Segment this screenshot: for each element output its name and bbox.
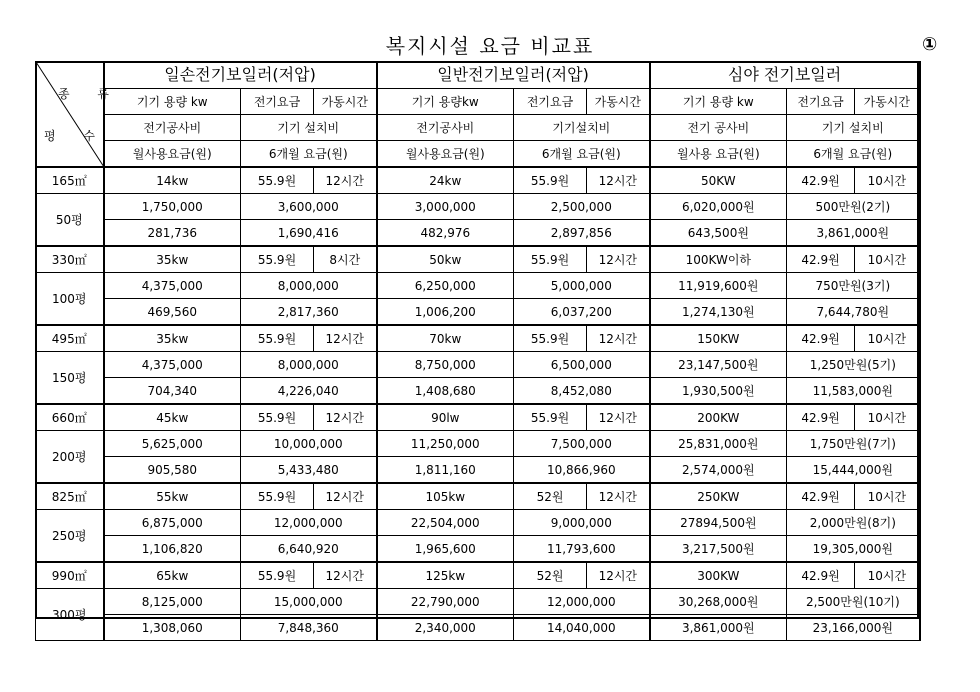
capacity-cell: 50KW — [650, 167, 787, 194]
wiring-cost-cell: 25,831,000원 — [650, 431, 787, 457]
install-cost-cell: 8,000,000 — [241, 352, 377, 378]
area-pyeong-cell: 250평 — [36, 510, 104, 563]
wiring-cost-cell: 6,875,000 — [104, 510, 241, 536]
hours-cell: 12시간 — [587, 483, 650, 510]
header-monthly-fee: 월사용요금(원) — [377, 141, 514, 168]
hours-cell: 12시간 — [587, 246, 650, 273]
header-hours: 가동시간 — [314, 89, 377, 115]
rate-cell: 55.9원 — [241, 404, 314, 431]
capacity-cell: 55kw — [104, 483, 241, 510]
header-install-cost: 기기 설치비 — [787, 115, 920, 141]
header-hours: 가동시간 — [587, 89, 650, 115]
table-row — [36, 194, 920, 220]
rate-cell: 55.9원 — [241, 167, 314, 194]
install-cost-cell: 1,250만원(5기) — [787, 352, 920, 378]
wiring-cost-cell: 3,000,000 — [377, 194, 514, 220]
wiring-cost-cell: 4,375,000 — [104, 352, 241, 378]
monthly-fee-cell: 281,736 — [104, 220, 241, 247]
page-title: 복지시설 요금 비교표 — [385, 34, 595, 58]
header-six-month-fee: 6개월 요금(원) — [787, 141, 920, 168]
table-row — [36, 431, 920, 457]
table-row — [36, 562, 920, 589]
monthly-fee-cell: 1,408,680 — [377, 378, 514, 405]
capacity-cell: 65kw — [104, 562, 241, 589]
diagonal-line — [36, 62, 104, 167]
hours-cell: 8시간 — [314, 246, 377, 273]
capacity-cell: 24kw — [377, 167, 514, 194]
install-cost-cell: 12,000,000 — [241, 510, 377, 536]
six-month-fee-cell: 2,817,360 — [241, 299, 377, 326]
monthly-fee-cell: 2,340,000 — [377, 615, 514, 641]
monthly-fee-cell: 3,861,000원 — [650, 615, 787, 641]
six-month-fee-cell: 7,644,780원 — [787, 299, 920, 326]
table-row — [36, 510, 920, 536]
rate-cell: 42.9원 — [787, 562, 855, 589]
rate-cell: 55.9원 — [514, 404, 587, 431]
install-cost-cell: 3,600,000 — [241, 194, 377, 220]
header-rate: 전기요금 — [514, 89, 587, 115]
capacity-cell: 45kw — [104, 404, 241, 431]
hours-cell: 12시간 — [314, 562, 377, 589]
header-install-cost: 기기설치비 — [514, 115, 650, 141]
wiring-cost-cell: 22,790,000 — [377, 589, 514, 615]
monthly-fee-cell: 905,580 — [104, 457, 241, 484]
rate-cell: 55.9원 — [241, 246, 314, 273]
table-row — [36, 457, 920, 484]
rate-cell: 55.9원 — [514, 167, 587, 194]
capacity-cell: 14kw — [104, 167, 241, 194]
monthly-fee-cell: 643,500원 — [650, 220, 787, 247]
monthly-fee-cell: 1,308,060 — [104, 615, 241, 641]
wiring-cost-cell: 30,268,000원 — [650, 589, 787, 615]
table-row — [36, 378, 920, 405]
header-install-cost: 기기 설치비 — [241, 115, 377, 141]
six-month-fee-cell: 11,583,000원 — [787, 378, 920, 405]
comparison-table — [35, 61, 921, 641]
hours-cell: 12시간 — [587, 167, 650, 194]
header-six-month-fee: 6개월 요금(원) — [514, 141, 650, 168]
wiring-cost-cell: 1,750,000 — [104, 194, 241, 220]
rate-cell: 42.9원 — [787, 167, 855, 194]
corner-label-type: 종 류 — [58, 87, 121, 101]
six-month-fee-cell: 4,226,040 — [241, 378, 377, 405]
table-row — [36, 273, 920, 299]
six-month-fee-cell: 2,897,856 — [514, 220, 650, 247]
header-capacity: 기기 용량 kw — [650, 89, 787, 115]
capacity-cell: 150KW — [650, 325, 787, 352]
table-row — [36, 483, 920, 510]
rate-cell: 52원 — [514, 562, 587, 589]
area-sqm-cell: 660㎡ — [36, 404, 104, 431]
install-cost-cell: 9,000,000 — [514, 510, 650, 536]
area-sqm-cell: 825㎡ — [36, 483, 104, 510]
rate-cell: 42.9원 — [787, 325, 855, 352]
monthly-fee-cell: 1,274,130원 — [650, 299, 787, 326]
monthly-fee-cell: 1,106,820 — [104, 536, 241, 563]
table-row — [36, 615, 920, 641]
table-row — [36, 167, 920, 194]
corner-header-cell — [36, 62, 121, 168]
capacity-cell: 200KW — [650, 404, 787, 431]
install-cost-cell: 500만원(2기) — [787, 194, 920, 220]
rate-cell: 52원 — [514, 483, 587, 510]
page-number-mark: ① — [922, 34, 938, 55]
capacity-cell: 90lw — [377, 404, 514, 431]
area-sqm-cell: 330㎡ — [36, 246, 104, 273]
wiring-cost-cell: 23,147,500원 — [650, 352, 787, 378]
six-month-fee-cell: 1,690,416 — [241, 220, 377, 247]
table-row — [36, 246, 920, 273]
area-pyeong-cell: 50평 — [36, 194, 104, 247]
rate-cell: 42.9원 — [787, 483, 855, 510]
monthly-fee-cell: 1,965,600 — [377, 536, 514, 563]
wiring-cost-cell: 4,375,000 — [104, 273, 241, 299]
capacity-cell: 300KW — [650, 562, 787, 589]
area-sqm-cell: 495㎡ — [36, 325, 104, 352]
rate-cell: 55.9원 — [514, 325, 587, 352]
monthly-fee-cell: 2,574,000원 — [650, 457, 787, 484]
hours-cell: 10시간 — [855, 483, 920, 510]
six-month-fee-cell: 5,433,480 — [241, 457, 377, 484]
area-pyeong-cell: 100평 — [36, 273, 104, 326]
header-wiring-cost: 전기 공사비 — [650, 115, 787, 141]
area-sqm-cell: 990㎡ — [36, 562, 104, 589]
wiring-cost-cell: 5,625,000 — [104, 431, 241, 457]
corner-label-area: 평 수 — [44, 129, 107, 143]
capacity-cell: 100KW이하 — [650, 246, 787, 273]
table-row — [36, 404, 920, 431]
six-month-fee-cell: 19,305,000원 — [787, 536, 920, 563]
monthly-fee-cell: 1,811,160 — [377, 457, 514, 484]
rate-cell: 55.9원 — [241, 562, 314, 589]
table-row — [36, 589, 920, 615]
capacity-cell: 35kw — [104, 246, 241, 273]
header-capacity: 기기 용량 kw — [104, 89, 241, 115]
area-pyeong-cell: 200평 — [36, 431, 104, 484]
six-month-fee-cell: 10,866,960 — [514, 457, 650, 484]
install-cost-cell: 8,000,000 — [241, 273, 377, 299]
hours-cell: 10시간 — [855, 404, 920, 431]
six-month-fee-cell: 8,452,080 — [514, 378, 650, 405]
table-row — [36, 352, 920, 378]
hours-cell: 12시간 — [587, 325, 650, 352]
table-row — [36, 325, 920, 352]
wiring-cost-cell: 6,020,000원 — [650, 194, 787, 220]
monthly-fee-cell: 1,930,500원 — [650, 378, 787, 405]
capacity-cell: 35kw — [104, 325, 241, 352]
rate-cell: 55.9원 — [241, 483, 314, 510]
monthly-fee-cell: 3,217,500원 — [650, 536, 787, 563]
six-month-fee-cell: 23,166,000원 — [787, 615, 920, 641]
hours-cell: 12시간 — [314, 167, 377, 194]
capacity-cell: 70kw — [377, 325, 514, 352]
wiring-cost-cell: 6,250,000 — [377, 273, 514, 299]
install-cost-cell: 1,750만원(7기) — [787, 431, 920, 457]
hours-cell: 12시간 — [314, 483, 377, 510]
install-cost-cell: 12,000,000 — [514, 589, 650, 615]
install-cost-cell: 15,000,000 — [241, 589, 377, 615]
system-header-3: 심야 전기보일러 — [650, 62, 920, 89]
hours-cell: 10시간 — [855, 246, 920, 273]
table-row — [36, 299, 920, 326]
header-hours: 가동시간 — [855, 89, 920, 115]
header-wiring-cost: 전기공사비 — [104, 115, 241, 141]
install-cost-cell: 10,000,000 — [241, 431, 377, 457]
capacity-cell: 125kw — [377, 562, 514, 589]
install-cost-cell: 750만원(3기) — [787, 273, 920, 299]
header-six-month-fee: 6개월 요금(원) — [241, 141, 377, 168]
hours-cell: 12시간 — [314, 404, 377, 431]
wiring-cost-cell: 11,919,600원 — [650, 273, 787, 299]
six-month-fee-cell: 7,848,360 — [241, 615, 377, 641]
six-month-fee-cell: 11,793,600 — [514, 536, 650, 563]
rate-cell: 55.9원 — [241, 325, 314, 352]
hours-cell: 12시간 — [587, 562, 650, 589]
table-row — [36, 220, 920, 247]
system-header-1: 일손전기보일러(저압) — [104, 62, 377, 89]
hours-cell: 10시간 — [855, 562, 920, 589]
install-cost-cell: 5,000,000 — [514, 273, 650, 299]
wiring-cost-cell: 22,504,000 — [377, 510, 514, 536]
wiring-cost-cell: 8,750,000 — [377, 352, 514, 378]
monthly-fee-cell: 1,006,200 — [377, 299, 514, 326]
wiring-cost-cell: 8,125,000 — [104, 589, 241, 615]
six-month-fee-cell: 3,861,000원 — [787, 220, 920, 247]
table-row — [36, 536, 920, 563]
install-cost-cell: 6,500,000 — [514, 352, 650, 378]
capacity-cell: 250KW — [650, 483, 787, 510]
install-cost-cell: 2,500,000 — [514, 194, 650, 220]
rate-cell: 42.9원 — [787, 404, 855, 431]
area-pyeong-cell: 150평 — [36, 352, 104, 405]
area-sqm-cell: 165㎡ — [36, 167, 104, 194]
capacity-cell: 105kw — [377, 483, 514, 510]
wiring-cost-cell: 11,250,000 — [377, 431, 514, 457]
six-month-fee-cell: 6,640,920 — [241, 536, 377, 563]
install-cost-cell: 2,500만원(10기) — [787, 589, 920, 615]
install-cost-cell: 7,500,000 — [514, 431, 650, 457]
hours-cell: 10시간 — [855, 167, 920, 194]
six-month-fee-cell: 6,037,200 — [514, 299, 650, 326]
rate-cell: 42.9원 — [787, 246, 855, 273]
six-month-fee-cell: 15,444,000원 — [787, 457, 920, 484]
header-capacity: 기기 용량kw — [377, 89, 514, 115]
hours-cell: 12시간 — [587, 404, 650, 431]
monthly-fee-cell: 704,340 — [104, 378, 241, 405]
hours-cell: 10시간 — [855, 325, 920, 352]
monthly-fee-cell: 469,560 — [104, 299, 241, 326]
system-header-2: 일반전기보일러(저압) — [377, 62, 650, 89]
wiring-cost-cell: 27894,500원 — [650, 510, 787, 536]
six-month-fee-cell: 14,040,000 — [514, 615, 650, 641]
rate-cell: 55.9원 — [514, 246, 587, 273]
capacity-cell: 50kw — [377, 246, 514, 273]
header-rate: 전기요금 — [241, 89, 314, 115]
header-monthly-fee: 월사용요금(원) — [104, 141, 241, 168]
area-pyeong-cell: 300평 — [36, 589, 104, 641]
install-cost-cell: 2,000만원(8기) — [787, 510, 920, 536]
header-monthly-fee: 월사용 요금(원) — [650, 141, 787, 168]
header-wiring-cost: 전기공사비 — [377, 115, 514, 141]
header-rate: 전기요금 — [787, 89, 855, 115]
monthly-fee-cell: 482,976 — [377, 220, 514, 247]
hours-cell: 12시간 — [314, 325, 377, 352]
